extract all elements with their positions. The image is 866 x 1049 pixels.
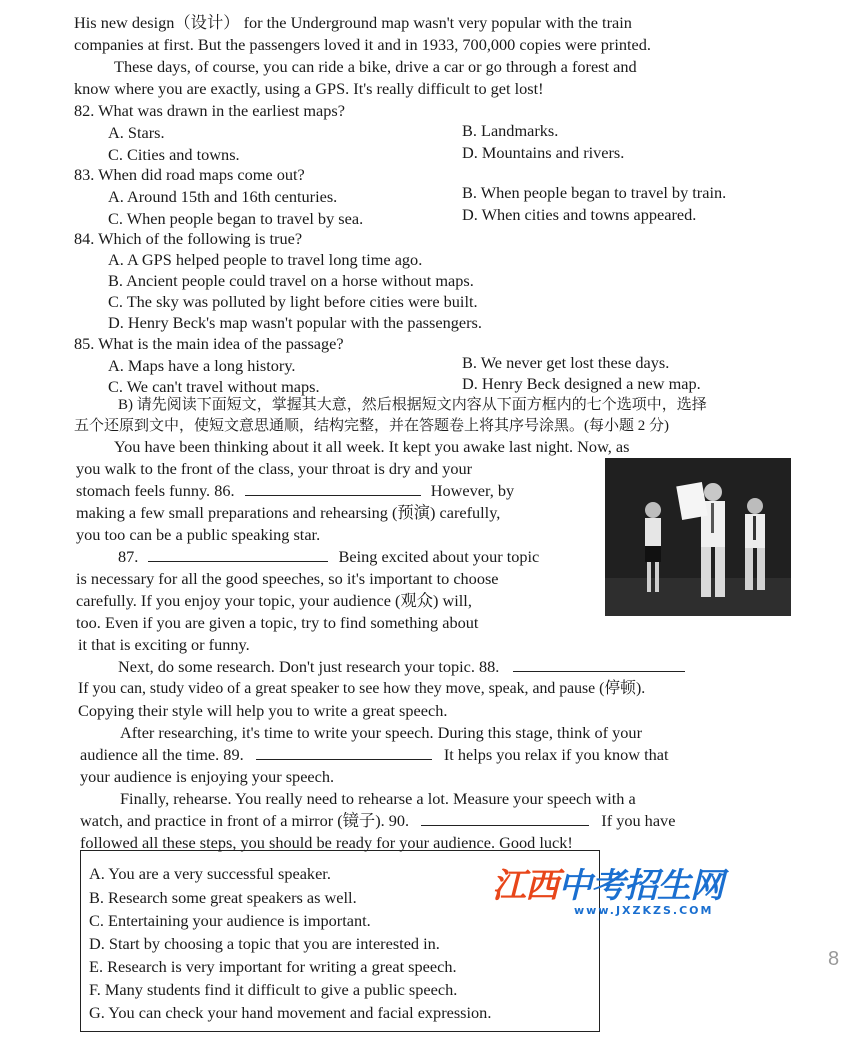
question-84-stem: 84. Which of the following is true? bbox=[74, 229, 303, 248]
question-82-option-a: A. Stars. bbox=[108, 123, 165, 142]
question-82-option-d: D. Mountains and rivers. bbox=[462, 143, 625, 162]
passage-top-line: These days, of course, you can ride a bike, drive a car or go through a forest and bbox=[114, 57, 637, 76]
passage-b-text: stomach feels funny. 86. bbox=[76, 481, 235, 500]
question-85-option-c: C. We can't travel without maps. bbox=[108, 377, 320, 396]
option-d: D. Start by choosing a topic that you are interested in. bbox=[89, 934, 440, 953]
option-b: B. Research some great speakers as well. bbox=[89, 888, 357, 907]
page-number: 8 bbox=[828, 948, 840, 970]
passage-b-line: After researching, it's time to write your speech. During this stage, think of your bbox=[120, 723, 642, 742]
question-84-option-d: D. Henry Beck's map wasn't popular with the passengers. bbox=[108, 313, 482, 332]
question-85-option-b: B. We never get lost these days. bbox=[462, 353, 670, 372]
speakers-photo-illustration bbox=[605, 458, 791, 616]
passage-b-text: Being excited about your topic bbox=[338, 547, 540, 566]
passage-b-line: making a few small preparations and rehearsing (预演) carefully, bbox=[76, 503, 501, 522]
site-logo-part2: 中考招生网 bbox=[558, 866, 723, 906]
passage-b-line: your audience is enjoying your speech. bbox=[80, 767, 335, 786]
passage-b-line-88 bbox=[118, 656, 685, 677]
passage-b-line: You have been thinking about it all week. It kept you awake last night. Now, as bbox=[114, 437, 630, 456]
option-c: C. Entertaining your audience is important. bbox=[89, 911, 371, 930]
option-g: G. You can check your hand movement and facial expression. bbox=[89, 1003, 492, 1022]
passage-b-text: However, by bbox=[430, 481, 515, 500]
passage-top-line: companies at first. But the passengers loved it and in 1933, 700,000 copies were printed. bbox=[74, 35, 651, 54]
section-b-instruction: B) 请先阅读下面短文，掌握其大意，然后根据短文内容从下面方框内的七个选项中，选择 bbox=[118, 397, 707, 413]
site-logo-url: www.JXZKZS.COM bbox=[574, 904, 714, 917]
site-logo bbox=[492, 866, 762, 924]
passage-b-line: you too can be a public speaking star. bbox=[76, 525, 321, 544]
answer-blank-90 bbox=[421, 811, 589, 826]
passage-b-line-87 bbox=[118, 546, 539, 567]
passage-b-line: Copying their style will help you to write a great speech. bbox=[78, 701, 448, 720]
site-logo-title bbox=[492, 866, 723, 906]
passage-b-line: If you can, study video of a great speaker to see how they move, speak, and pause (停顿). bbox=[78, 680, 646, 697]
question-83-option-a: A. Around 15th and 16th centuries. bbox=[108, 187, 338, 206]
passage-b-line: you walk to the front of the class, your throat is dry and your bbox=[76, 459, 473, 478]
passage-b-line: it that is exciting or funny. bbox=[78, 635, 250, 654]
answer-blank-88 bbox=[513, 657, 685, 672]
question-82-option-c: C. Cities and towns. bbox=[108, 145, 240, 164]
question-84-option-b: B. Ancient people could travel on a horse without maps. bbox=[108, 271, 474, 290]
passage-b-line-86 bbox=[76, 480, 514, 501]
question-84-option-a: A. A GPS helped people to travel long time ago. bbox=[108, 250, 423, 269]
question-83-option-b: B. When people began to travel by train. bbox=[462, 183, 727, 202]
option-f: F. Many students find it difficult to give a public speech. bbox=[89, 980, 458, 999]
passage-b-text: audience all the time. 89. bbox=[80, 745, 244, 764]
passage-b-line: Finally, rehearse. You really need to rehearse a lot. Measure your speech with a bbox=[120, 789, 636, 808]
question-84-option-c: C. The sky was polluted by light before cities were built. bbox=[108, 292, 478, 311]
question-82-stem: 82. What was drawn in the earliest maps? bbox=[74, 101, 345, 120]
site-logo-part1: 江西 bbox=[492, 866, 558, 906]
passage-top-line: His new design（设计） for the Underground map wasn't very popular with the train bbox=[74, 13, 632, 32]
question-82-option-b: B. Landmarks. bbox=[462, 121, 559, 140]
answer-blank-89 bbox=[256, 745, 432, 760]
passage-b-line-90 bbox=[80, 810, 675, 831]
passage-b-text: 87. bbox=[118, 547, 139, 566]
passage-b-line: followed all these steps, you should be ready for your audience. Good luck! bbox=[80, 833, 573, 852]
question-85-stem: 85. What is the main idea of the passage? bbox=[74, 334, 344, 353]
passage-b-line: too. Even if you are given a topic, try to find something about bbox=[76, 613, 479, 632]
passage-b-text: watch, and practice in front of a mirror (镜子). 90. bbox=[80, 811, 410, 830]
option-a: A. You are a very successful speaker. bbox=[89, 864, 331, 883]
speakers-photo bbox=[605, 458, 791, 616]
question-83-stem: 83. When did road maps come out? bbox=[74, 165, 305, 184]
question-83-option-d: D. When cities and towns appeared. bbox=[462, 205, 697, 224]
question-85-option-d: D. Henry Beck designed a new map. bbox=[462, 374, 701, 393]
passage-b-line: carefully. If you enjoy your topic, your audience (观众) will, bbox=[76, 591, 472, 610]
passage-b-text: Next, do some research. Don't just research your topic. 88. bbox=[118, 657, 500, 676]
question-85-option-a: A. Maps have a long history. bbox=[108, 356, 296, 375]
question-83-option-c: C. When people began to travel by sea. bbox=[108, 209, 364, 228]
answer-blank-87 bbox=[148, 547, 328, 562]
passage-b-line: is necessary for all the good speeches, so it's important to choose bbox=[76, 569, 499, 588]
passage-b-text: If you have bbox=[601, 811, 676, 830]
passage-b-line-89 bbox=[80, 744, 669, 765]
section-b-instruction: 五个还原到文中，使短文意思通顺，结构完整，并在答题卷上将其序号涂黑。(每小题 2 分) bbox=[74, 418, 669, 434]
passage-top-line: know where you are exactly, using a GPS. It's really difficult to get lost! bbox=[74, 79, 544, 98]
answer-blank-86 bbox=[245, 481, 421, 496]
option-e: E. Research is very important for writing a great speech. bbox=[89, 957, 457, 976]
passage-b-text: It helps you relax if you know that bbox=[443, 745, 669, 764]
